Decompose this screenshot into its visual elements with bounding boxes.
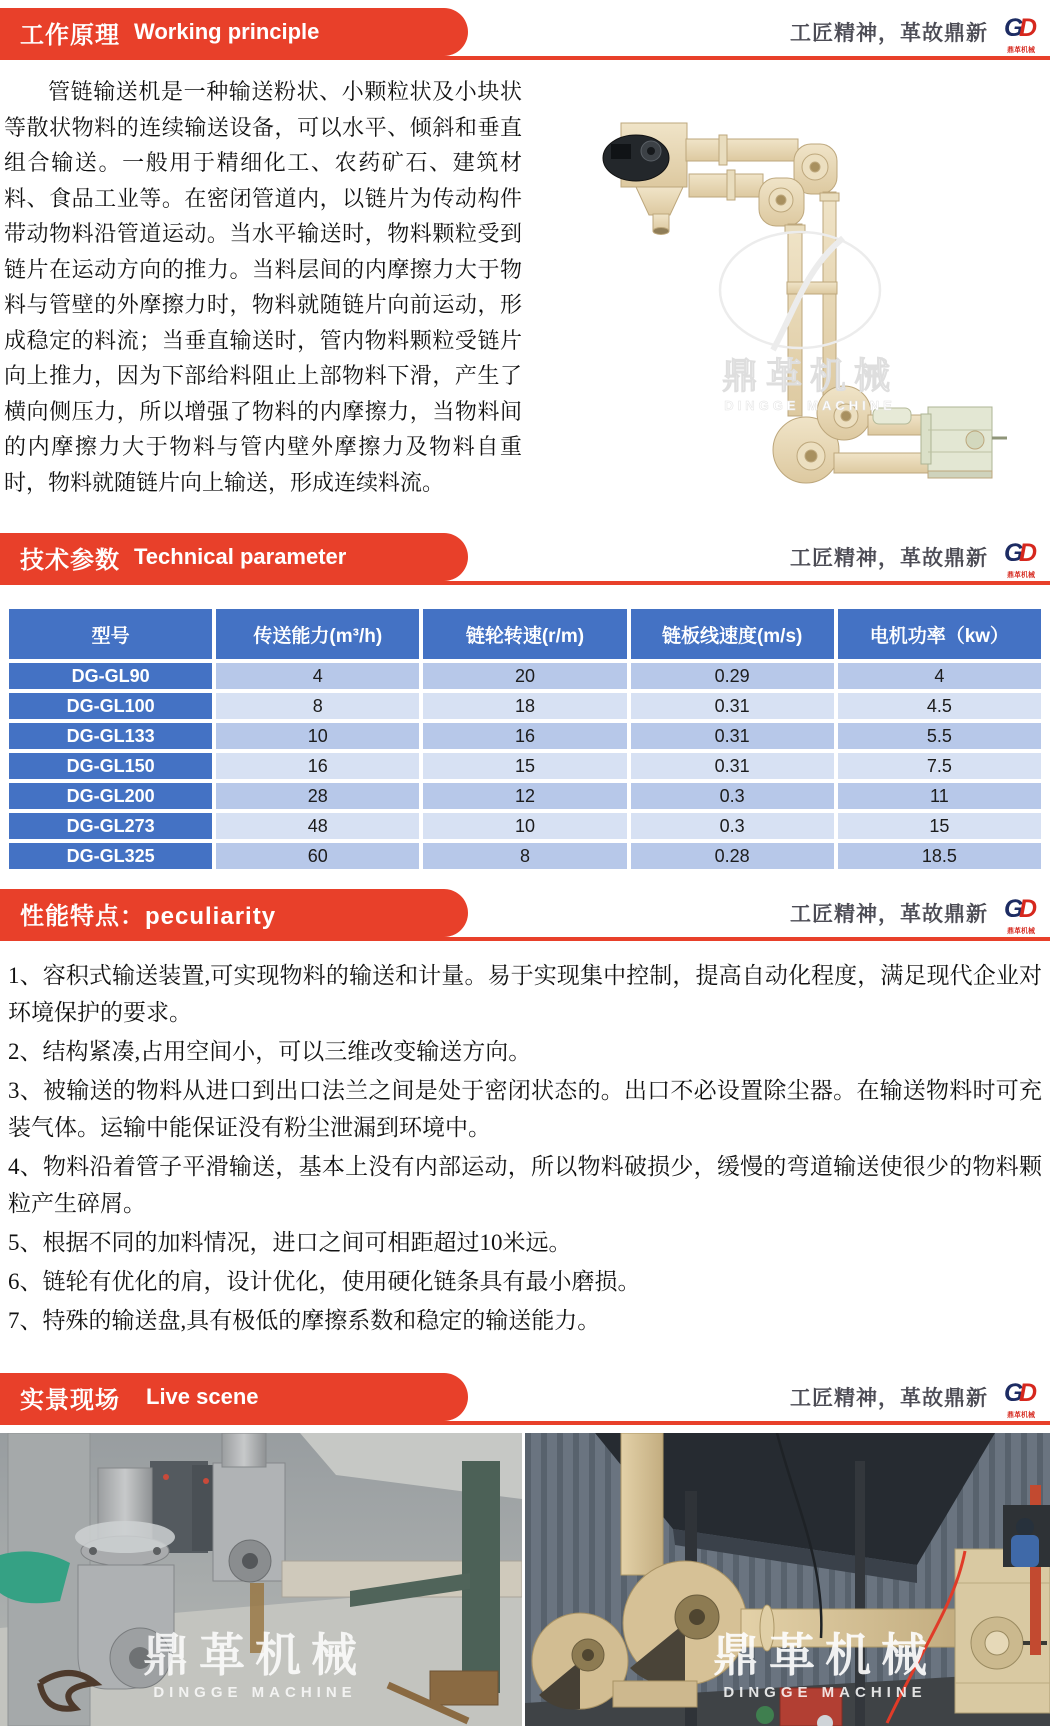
svg-text:鼎革机械: 鼎革机械 <box>143 1629 367 1681</box>
brand-slogan: 工匠精神，革故鼎新 <box>790 903 988 926</box>
red-divider <box>0 937 1050 941</box>
section-title-band <box>0 1373 468 1421</box>
col-header: 传送能力(m³/h) <box>216 609 419 659</box>
section-title: 性能特点：peculiarity <box>20 902 277 930</box>
drive-unit-box <box>921 407 1007 478</box>
feature-item: 7、特殊的输送盘,具有极低的摩擦系数和稳定的输送能力。 <box>8 1308 601 1333</box>
corner-elbow-middle <box>759 178 804 226</box>
svg-text:D: D <box>1019 895 1038 923</box>
watermark-en: DINGGE MACHINE <box>724 398 896 413</box>
cell-model: DG-GL133 <box>9 723 212 749</box>
company-logo-icon <box>998 888 1044 938</box>
cell-value: 0.3 <box>631 813 834 839</box>
live-scene-photo-right <box>525 1433 1050 1726</box>
cell-value: 16 <box>216 753 419 779</box>
cell-value: 48 <box>216 813 419 839</box>
section-title-band <box>0 889 468 937</box>
section-header-working-principle <box>0 8 1050 60</box>
logo-letter-g: G <box>1004 14 1024 42</box>
brand-box <box>790 533 1044 581</box>
company-logo-icon <box>998 1372 1044 1422</box>
watermark <box>143 1629 367 1701</box>
section-title-en: Working principle <box>134 19 320 44</box>
svg-text:鼎革机械: 鼎革机械 <box>1007 572 1035 579</box>
watermark <box>720 232 898 413</box>
cell-value: 15 <box>423 753 626 779</box>
feature-item: 1、容积式输送装置,可实现物料的输送和计量。易于实现集中控制，提高自动化程度，满足现代企业对环境保护的要求。 <box>8 963 1042 1025</box>
cell-model: DG-GL150 <box>9 753 212 779</box>
section-title-band <box>0 533 468 581</box>
drive-motor-top <box>603 135 669 181</box>
bottom-pipe-lower <box>834 453 932 473</box>
svg-text:G: G <box>1004 1379 1024 1407</box>
section-title-zh: 工作原理 <box>20 21 120 49</box>
live-scene-photo-left <box>0 1433 522 1726</box>
cell-value: 0.3 <box>631 783 834 809</box>
cell-value: 15 <box>838 813 1041 839</box>
cell-value: 18 <box>423 693 626 719</box>
section-header-live-scene <box>0 1373 1050 1425</box>
cell-value: 0.28 <box>631 843 834 869</box>
logo-caption: 鼎革机械 <box>1007 47 1035 54</box>
cell-model: DG-GL100 <box>9 693 212 719</box>
logo-letter-d: D <box>1019 14 1038 42</box>
cell-value: 0.31 <box>631 753 834 779</box>
table-header-row <box>9 609 1041 659</box>
feature-item: 5、根据不同的加料情况，进口之间可相距超过10米远。 <box>8 1230 572 1255</box>
table-row <box>9 663 1041 689</box>
cell-value: 28 <box>216 783 419 809</box>
green-tray <box>0 1551 70 1603</box>
brand-slogan: 工匠精神，革故鼎新 <box>790 1387 988 1410</box>
brand-box <box>790 889 1044 937</box>
feature-item: 4、物料沿着管子平滑输送，基本上没有内部运动，所以物料破损少，缓慢的弯道输送使很少的物料颗粒产生碎屑。 <box>8 1154 1042 1216</box>
col-header: 链板线速度(m/s) <box>631 609 834 659</box>
feature-list <box>8 957 1042 1339</box>
cell-value: 11 <box>838 783 1041 809</box>
discharge-hopper <box>636 187 683 235</box>
svg-text:鼎革机械: 鼎革机械 <box>713 1629 937 1681</box>
cell-value: 12 <box>423 783 626 809</box>
cell-model: DG-GL90 <box>9 663 212 689</box>
live-scene-photos <box>0 1433 1050 1726</box>
brand-slogan: 工匠精神，革故鼎新 <box>790 547 988 570</box>
cell-model: DG-GL325 <box>9 843 212 869</box>
section-header-technical-parameter <box>0 533 1050 585</box>
table-row <box>9 843 1041 869</box>
section-title-band <box>0 8 468 56</box>
cell-value: 8 <box>423 843 626 869</box>
working-principle-body <box>0 70 1050 505</box>
table-row <box>9 693 1041 719</box>
cell-model: DG-GL200 <box>9 783 212 809</box>
feature-item: 3、被输送的物料从进口到出口法兰之间是处于密闭状态的。出口不必设置除尘器。在输送物料时可充装气体。运输中能保证没有粉尘泄漏到环境中。 <box>8 1078 1042 1140</box>
svg-text:DINGGE MACHINE: DINGGE MACHINE <box>723 1684 927 1701</box>
col-header: 链轮转速(r/m) <box>423 609 626 659</box>
cell-value: 4 <box>216 663 419 689</box>
table-row <box>9 723 1041 749</box>
svg-text:鼎革机械: 鼎革机械 <box>1007 1412 1035 1419</box>
section-header-peculiarity <box>0 889 1050 941</box>
table-row <box>9 783 1041 809</box>
red-divider <box>0 1421 1050 1425</box>
cell-value: 7.5 <box>838 753 1041 779</box>
brand-slogan: 工匠精神，革故鼎新 <box>790 22 988 45</box>
svg-text:D: D <box>1019 1379 1038 1407</box>
horizontal-pipe-second <box>689 174 763 197</box>
red-divider <box>0 56 1050 60</box>
feature-item: 2、结构紧凑,占用空间小，可以三维改变输送方向。 <box>8 1039 532 1064</box>
cell-value: 10 <box>216 723 419 749</box>
technical-parameter-table <box>5 605 1045 873</box>
beige-vertical-pipe <box>621 1433 663 1575</box>
section-title-en: Live scene <box>146 1384 259 1409</box>
brand-box <box>790 8 1044 56</box>
beige-connector-pipe <box>613 1681 697 1707</box>
cell-value: 4.5 <box>838 693 1041 719</box>
product-diagram-image <box>538 70 1038 505</box>
company-logo-icon <box>998 7 1044 57</box>
svg-text:G: G <box>1004 539 1024 567</box>
svg-text:鼎革机械: 鼎革机械 <box>1007 928 1035 935</box>
wooden-box <box>430 1671 498 1705</box>
section-title-en: Technical parameter <box>134 544 347 569</box>
col-header: 电机功率（kw） <box>838 609 1041 659</box>
svg-text:G: G <box>1004 895 1024 923</box>
cell-value: 16 <box>423 723 626 749</box>
section-title-zh: 技术参数 <box>20 546 120 574</box>
cell-value: 10 <box>423 813 626 839</box>
section-title-zh: 实景现场 <box>20 1386 120 1414</box>
watermark <box>713 1629 937 1701</box>
cell-value: 18.5 <box>838 843 1041 869</box>
watermark-zh: 鼎革机械 <box>721 355 899 396</box>
cell-value: 4 <box>838 663 1041 689</box>
svg-text:D: D <box>1019 539 1038 567</box>
table-row <box>9 813 1041 839</box>
cell-model: DG-GL273 <box>9 813 212 839</box>
col-header: 型号 <box>9 609 212 659</box>
company-logo-icon <box>998 532 1044 582</box>
cell-value: 0.31 <box>631 693 834 719</box>
cell-value: 0.29 <box>631 663 834 689</box>
pipe-cross-brace <box>787 282 837 294</box>
feature-item: 6、链轮有优化的肩，设计优化，使用硬化链条具有最小磨损。 <box>8 1269 641 1294</box>
brand-box <box>790 1373 1044 1421</box>
cell-value: 0.31 <box>631 723 834 749</box>
red-divider <box>0 581 1050 585</box>
horizontal-pipe-top <box>686 139 798 161</box>
svg-text:DINGGE MACHINE: DINGGE MACHINE <box>153 1684 357 1701</box>
working-principle-paragraph: 管链输送机是一种输送粉状、小颗粒状及小块状等散状物料的连续输送设备，可以水平、倾斜和垂直组合输送。一般用于精细化工、农药矿石、建筑材料、食品工业等。在密闭管道内，以链片为传动构件带动物料沿管道运动。当水平输送时，物料颗粒受到链片在运动方向的推力。当料层间的内摩擦力大于物料与管壁的外摩擦力时，物料就随链片向前运动，形成稳定的料流；当垂直输送时，管内物料颗粒受链片向上推力，因为下部给料阻止上部物料下滑，产生了横向侧压力，所以增强了物料的内摩擦力，当物料间的内摩擦力大于物料与管内壁外摩擦力及物料自重时，物料就随链片向上输送，形成连续料流。 <box>4 79 522 495</box>
table-row <box>9 753 1041 779</box>
cell-value: 20 <box>423 663 626 689</box>
cell-value: 5.5 <box>838 723 1041 749</box>
cell-value: 60 <box>216 843 419 869</box>
cell-value: 8 <box>216 693 419 719</box>
